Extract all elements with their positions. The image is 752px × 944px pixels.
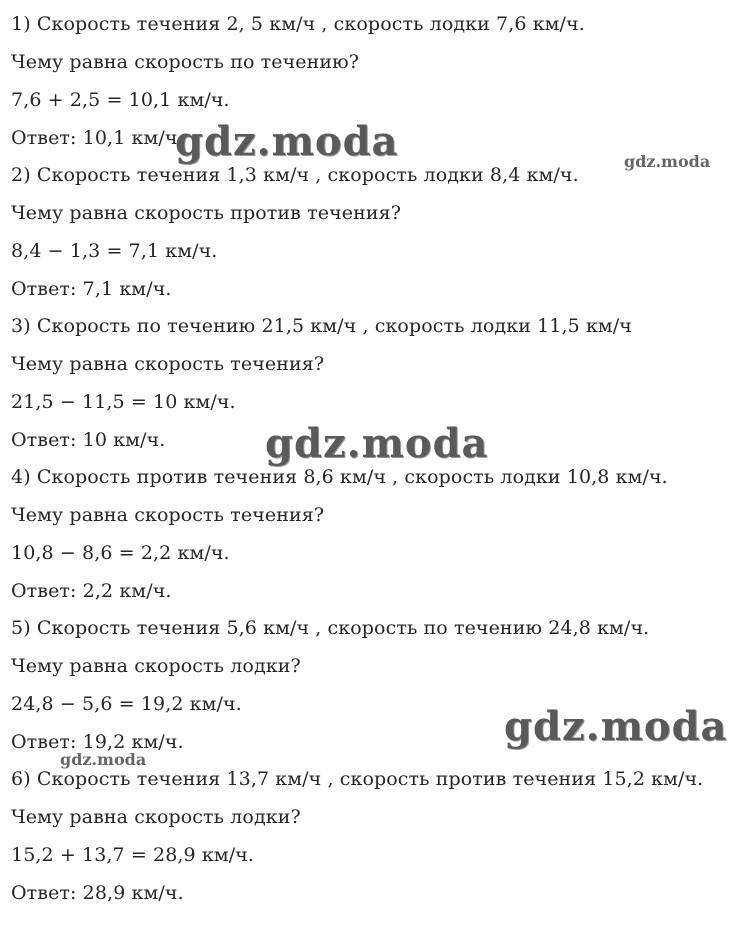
problem-6-answer: Ответ: 28,9 км/ч. (11, 882, 184, 904)
problem-5-condition: 5) Скорость течения 5,6 км/ч , скорость по течению 24,8 км/ч. (11, 617, 650, 639)
problem-1-question: Чему равна скорость по течению? (11, 51, 360, 73)
watermark: gdz.moda (265, 420, 489, 467)
problem-6-solution: 15,2 + 13,7 = 28,9 км/ч. (11, 844, 255, 866)
problem-5-answer: Ответ: 19,2 км/ч. (11, 731, 184, 753)
problem-5-solution: 24,8 − 5,6 = 19,2 км/ч. (11, 693, 242, 715)
problem-1-condition: 1) Скорость течения 2, 5 км/ч , скорость лодки 7,6 км/ч. (11, 13, 585, 35)
problem-4-condition: 4) Скорость против течения 8,6 км/ч , скорость лодки 10,8 км/ч. (11, 466, 668, 488)
watermark: gdz.moda (504, 703, 728, 750)
problem-2-question: Чему равна скорость против течения? (11, 202, 401, 224)
problem-2-condition: 2) Скорость течения 1,3 км/ч , скорость лодки 8,4 км/ч. (11, 164, 579, 186)
problem-2-solution: 8,4 − 1,3 = 7,1 км/ч. (11, 240, 218, 262)
problem-3-condition: 3) Скорость по течению 21,5 км/ч , скорость лодки 11,5 км/ч (11, 315, 632, 337)
problem-1-solution: 7,6 + 2,5 = 10,1 км/ч. (11, 89, 230, 111)
problem-5-question: Чему равна скорость лодки? (11, 655, 301, 677)
watermark: gdz.moda (175, 118, 399, 165)
problem-1-answer: Ответ: 10,1 км/ч. (11, 127, 184, 149)
problem-6-condition: 6) Скорость течения 13,7 км/ч , скорость против течения 15,2 км/ч. (11, 768, 704, 790)
watermark: gdz.moda (624, 152, 711, 171)
problem-4-answer: Ответ: 2,2 км/ч. (11, 580, 172, 602)
watermark: gdz.moda (60, 750, 147, 769)
problem-2-answer: Ответ: 7,1 км/ч. (11, 278, 172, 300)
problem-3-question: Чему равна скорость течения? (11, 353, 325, 375)
problem-6-question: Чему равна скорость лодки? (11, 806, 301, 828)
problem-3-answer: Ответ: 10 км/ч. (11, 429, 166, 451)
problem-3-solution: 21,5 − 11,5 = 10 км/ч. (11, 391, 236, 413)
problem-4-question: Чему равна скорость течения? (11, 504, 325, 526)
problem-4-solution: 10,8 − 8,6 = 2,2 км/ч. (11, 542, 230, 564)
